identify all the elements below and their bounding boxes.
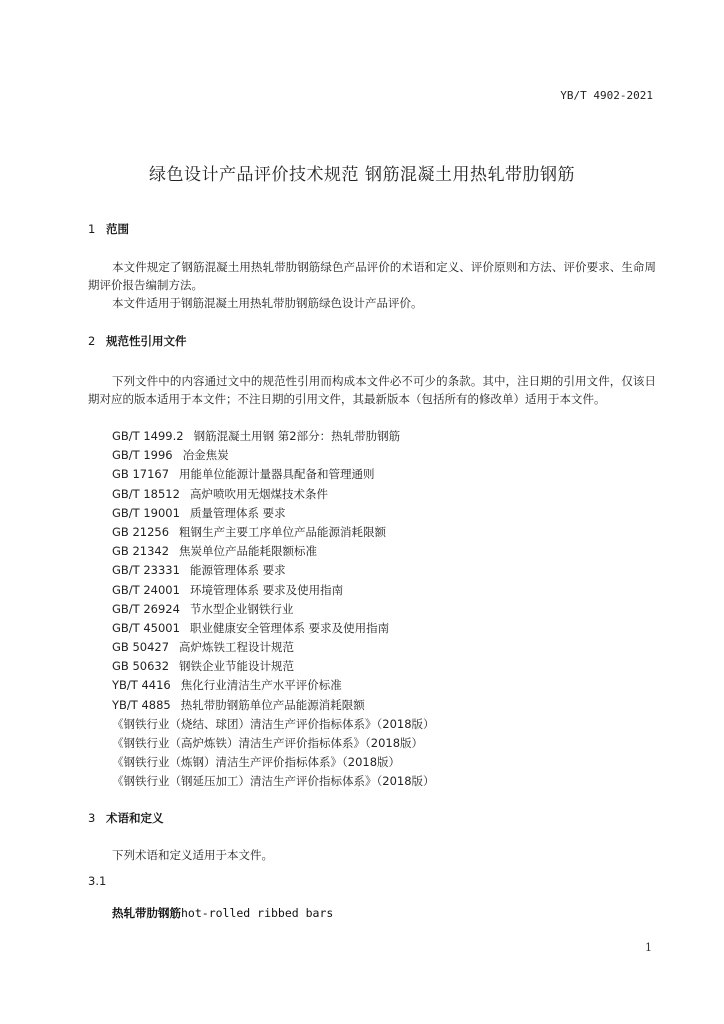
- section-title: 术语和定义: [106, 811, 164, 825]
- reference-item: [112, 734, 435, 753]
- reference-title: 高炉炼铁工程设计规范: [179, 640, 295, 655]
- page-number: 1: [645, 941, 652, 954]
- section-number: 3: [88, 811, 96, 825]
- reference-item: [112, 504, 435, 523]
- reference-title: 粗钢生产主要工序单位产品能源消耗限额: [179, 524, 387, 539]
- reference-item: [112, 715, 435, 734]
- reference-code: GB/T 24001: [112, 582, 180, 597]
- reference-code: GB 21256: [112, 524, 170, 539]
- reference-item: [112, 676, 435, 695]
- reference-code: YB/T 4885: [112, 697, 171, 712]
- reference-title: 高炉喷吹用无烟煤技术条件: [189, 486, 328, 501]
- section-title: 范围: [106, 222, 129, 236]
- reference-title: 钢铁企业节能设计规范: [179, 659, 295, 674]
- reference-code: GB/T 18512: [112, 486, 180, 501]
- reference-item: [112, 485, 435, 504]
- section-1-heading: [88, 221, 129, 237]
- terms-intro-paragraph: 下列术语和定义适用于本文件。: [112, 848, 273, 862]
- reference-title: 环境管理体系 要求及使用指南: [189, 582, 344, 597]
- scope-paragraph: 本文件规定了钢筋混凝土用热轧带肋钢筋绿色产品评价的术语和定义、评价原则和方法、评价要求、生命周期评价报告编制方法。: [88, 260, 656, 292]
- references-intro-paragraph: 下列文件中的内容通过文中的规范性引用而构成本文件必不可少的条款。其中，注日期的引用文件，仅该日期对应的版本适用于本文件；不注日期的引用文件，其最新版本（包括所有的修改单）适用于本文件。: [88, 374, 656, 406]
- section-3-heading: [88, 810, 164, 826]
- reference-item: [112, 465, 435, 484]
- term-chinese: 热轧带肋钢筋: [112, 906, 181, 920]
- reference-item: [112, 523, 435, 542]
- reference-title: 质量管理体系 要求: [189, 505, 286, 520]
- reference-code: GB 50427: [112, 640, 170, 655]
- reference-item: [112, 772, 435, 791]
- term-number: 3.1: [88, 874, 107, 888]
- reference-code: GB 50632: [112, 659, 170, 674]
- reference-title: 《钢铁行业（高炉炼铁）清洁生产评价指标体系》（2018版）: [112, 736, 424, 750]
- reference-title: 冶金焦炭: [182, 448, 229, 463]
- reference-code: GB 17167: [112, 467, 170, 482]
- reference-code: GB/T 1996: [112, 448, 173, 463]
- reference-code: GB/T 19001: [112, 505, 180, 520]
- section-number: 1: [88, 222, 96, 236]
- reference-item: [112, 696, 435, 715]
- reference-item: [112, 753, 435, 772]
- reference-item: [112, 638, 435, 657]
- reference-title: 焦化行业清洁生产水平评价标准: [180, 678, 342, 693]
- section-number: 2: [88, 334, 96, 348]
- reference-item: [112, 542, 435, 561]
- reference-title: 热轧带肋钢筋单位产品能源消耗限额: [180, 697, 365, 712]
- reference-title: 职业健康安全管理体系 要求及使用指南: [189, 620, 390, 635]
- reference-list: [112, 427, 435, 792]
- document-title: 绿色设计产品评价技术规范 钢筋混凝土用热轧带肋钢筋: [149, 165, 575, 185]
- reference-title: 《钢铁行业（烧结、球团）清洁生产评价指标体系》（2018版）: [112, 716, 435, 731]
- reference-item: [112, 446, 435, 465]
- reference-item: [112, 657, 435, 676]
- reference-code: GB 21342: [112, 544, 170, 559]
- standard-code: YB/T 4902-2021: [560, 89, 653, 102]
- reference-title: 《钢铁行业（钢延压加工）清洁生产评价指标体系》（2018版）: [112, 774, 435, 789]
- reference-item: [112, 427, 435, 446]
- scope-applicability-paragraph: 本文件适用于钢筋混凝土用热轧带肋钢筋绿色设计产品评价。: [112, 296, 423, 310]
- section-title: 规范性引用文件: [106, 334, 187, 348]
- reference-title: 《钢铁行业（炼钢）清洁生产评价指标体系》（2018版）: [112, 755, 401, 770]
- reference-item: [112, 600, 435, 619]
- section-2-heading: [88, 333, 187, 349]
- reference-title: 能源管理体系 要求: [189, 563, 286, 578]
- reference-item: [112, 619, 435, 638]
- reference-code: GB/T 23331: [112, 563, 180, 578]
- reference-code: GB/T 45001: [112, 620, 180, 635]
- term-english: hot-rolled ribbed bars: [181, 906, 334, 920]
- reference-title: 节水型企业钢铁行业: [189, 601, 294, 616]
- reference-title: 用能单位能源计量器具配备和管理通则: [179, 467, 375, 482]
- reference-item: [112, 581, 435, 600]
- reference-title: 焦炭单位产品能耗限额标准: [179, 544, 318, 559]
- reference-code: GB/T 1499.2: [112, 429, 184, 443]
- reference-item: [112, 561, 435, 580]
- reference-title: 钢筋混凝土用钢 第2部分：热轧带肋钢筋: [193, 429, 401, 443]
- term-entry: [112, 905, 333, 921]
- reference-code: GB/T 26924: [112, 601, 180, 616]
- reference-code: YB/T 4416: [112, 678, 171, 693]
